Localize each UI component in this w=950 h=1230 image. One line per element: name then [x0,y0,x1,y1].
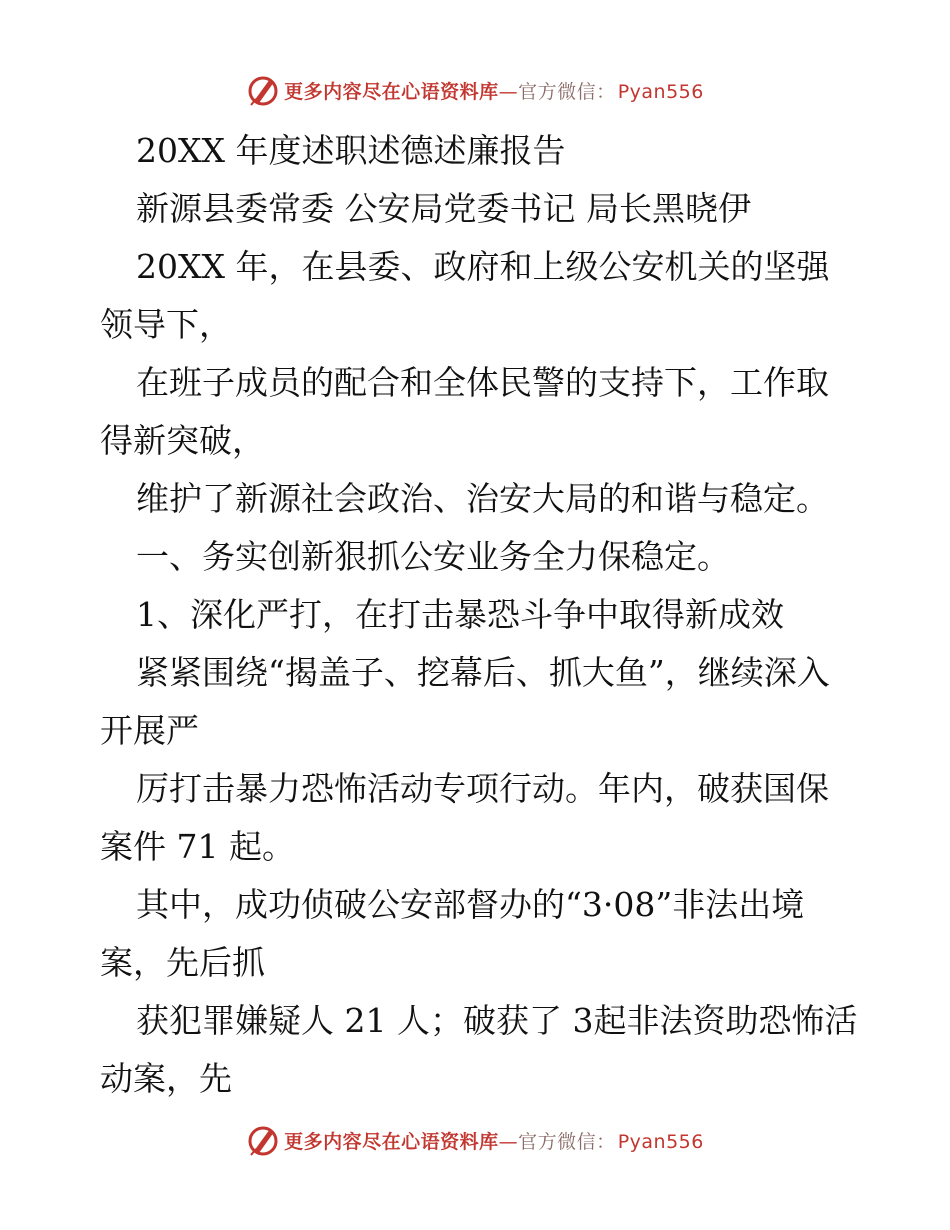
doc-subsection-heading: 1、深化严打，在打击暴恐斗争中取得新成效 [136,595,784,634]
doc-paragraph: 厉打击暴力恐怖活动专项行动。年内，破获国保案件 71 起。 [100,769,829,866]
document-body [100,122,860,1108]
watermark-brand: 更多内容尽在心语资料库 [284,80,499,103]
watermark-label: 官方微信： [518,80,616,103]
doc-paragraph: 20XX 年，在县委、政府和上级公安机关的坚强领导下， [100,247,830,344]
watermark-brand: 更多内容尽在心语资料库 [284,1130,499,1153]
header-watermark [0,70,950,110]
quill-pen-circle-icon [246,1123,280,1157]
doc-author-line: 新源县委常委 公安局党委书记 局长黑晓伊 [136,189,751,228]
watermark-dash: — [498,1130,519,1153]
quill-pen-circle-icon [246,73,280,107]
doc-section-heading: 一、务实创新狠抓公安业务全力保稳定。 [136,537,730,576]
watermark-label: 官方微信： [518,1130,616,1153]
doc-paragraph: 维护了新源社会政治、治安大局的和谐与稳定。 [136,479,829,518]
doc-paragraph: 在班子成员的配合和全体民警的支持下，工作取得新突破， [100,363,829,460]
doc-paragraph: 获犯罪嫌疑人 21 人；破获了 3起非法资助恐怖活动案，先 [100,1001,858,1098]
doc-paragraph: 紧紧围绕“揭盖子、挖幕后、抓大鱼”，继续深入开展严 [100,653,830,750]
doc-title: 20XX 年度述职述德述廉报告 [136,131,566,170]
doc-paragraph: 其中，成功侦破公安部督办的“3·08”非法出境案，先后抓 [100,885,805,982]
watermark-dash: — [498,80,519,103]
footer-watermark [0,1120,950,1160]
watermark-text [284,1127,704,1154]
watermark-wechat-id: Pyan556 [617,1130,704,1153]
watermark-text [284,77,704,104]
watermark-wechat-id: Pyan556 [617,80,704,103]
